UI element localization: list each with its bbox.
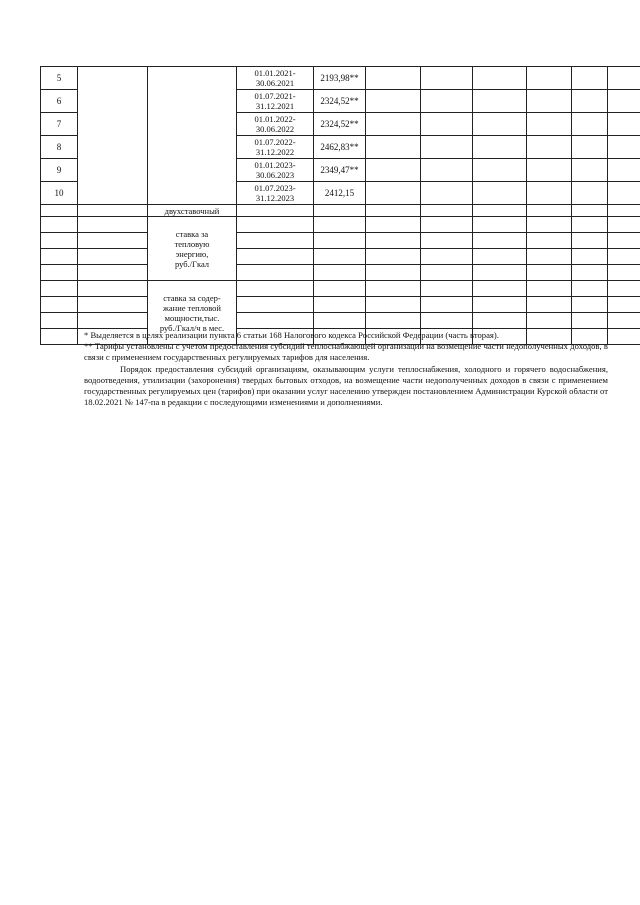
period-cell: 01.07.2023- 31.12.2023: [237, 182, 314, 205]
table-row: [41, 249, 640, 265]
tariff-table-body: [41, 67, 640, 345]
two-part-tariff-label: двухставочный: [148, 205, 237, 217]
tariff-value: 2324,52**: [314, 90, 366, 113]
period-cell: 01.01.2021- 30.06.2021: [237, 67, 314, 90]
subsidy-procedure-paragraph: Порядок предоставления субсидий организациям, оказывающим услуги теплоснабжения, холодного и горячего водоснабжения, водоотведения, утилизации (захоронения) твердых бытовых отходов, на возмещение части недополученных доходов в связи с применением государственных регулируемых цен (тарифов) при оказании услуг населению утвержден постановлением Администрации Курской области от 18.02.2021 № 147-па в редакции с последующими изменениями и дополнениями.: [84, 363, 608, 408]
table-row: [41, 233, 640, 249]
row-number: 8: [41, 136, 78, 159]
row-number: 6: [41, 90, 78, 113]
table-row: [41, 297, 640, 313]
footnote-subsidy: ** Тарифы установлены с учетом предоставления субсидий теплоснабжающей организации на возмещение части недополученных доходов, в связи с применением государственных регулируемых тарифов для населения.: [84, 341, 608, 363]
table-row: [41, 67, 640, 90]
row-number: 7: [41, 113, 78, 136]
row-number: 9: [41, 159, 78, 182]
table-row: [41, 281, 640, 297]
row-number: 5: [41, 67, 78, 90]
tariff-value: 2412,15: [314, 182, 366, 205]
table-row: [41, 217, 640, 233]
tariff-value: 2462,83**: [314, 136, 366, 159]
table-row: [41, 313, 640, 329]
capacity-rate-label: ставка за содер- жание тепловой мощности,тыс. руб./Гкал/ч в мес.: [148, 281, 237, 345]
table-row: [41, 205, 640, 217]
footnotes: [84, 330, 608, 408]
footnote-vat: * Выделяется в целях реализации пункта 6 статьи 168 Налогового кодекса Российской Федерации (часть вторая).: [84, 330, 499, 340]
energy-rate-label: ставка за тепловую энергию, руб./Гкал: [148, 217, 237, 281]
period-cell: 01.07.2021- 31.12.2021: [237, 90, 314, 113]
tariff-table: [40, 66, 640, 345]
tariff-value: 2349,47**: [314, 159, 366, 182]
tariff-value: 2324,52**: [314, 113, 366, 136]
period-cell: 01.01.2022- 30.06.2022: [237, 113, 314, 136]
table-row: [41, 265, 640, 281]
period-cell: 01.01.2023- 30.06.2023: [237, 159, 314, 182]
tariff-value: 2193,98**: [314, 67, 366, 90]
period-cell: 01.07.2022- 31.12.2022: [237, 136, 314, 159]
row-number: 10: [41, 182, 78, 205]
